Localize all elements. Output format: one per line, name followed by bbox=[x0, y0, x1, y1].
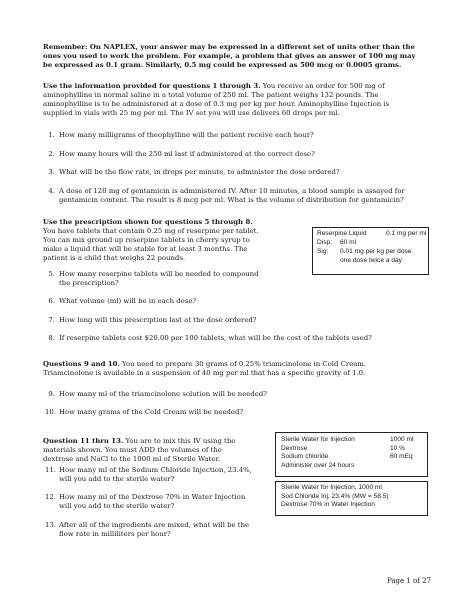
question-text: A dose of 120 mg of gentamicin is administered IV. After 10 minutes, a blood sample is assayed for bbox=[59, 187, 405, 195]
section2-intro-line: patient is a child that weighs 22 pounds. bbox=[43, 254, 186, 263]
iv-material-item: Sterile Water for Injection, 1000 ml bbox=[281, 484, 382, 491]
section1-intro-line: aminophylline is to be administered at a dose of 0.3 mg per kg per hour. Aminophylline Injection is bbox=[43, 100, 390, 109]
section2-intro bbox=[43, 218, 298, 263]
section3-intro bbox=[43, 360, 435, 378]
section3-intro-line: You need to prepare 30 grams of 0.25% triamcinolone in Cold Cream. bbox=[119, 360, 367, 368]
section1-heading: Use the information provided for questions 1 through 3. bbox=[43, 82, 261, 90]
remember-note bbox=[43, 43, 435, 70]
section4-intro bbox=[43, 437, 265, 464]
question-text: How many grams of the Cold Cream will be needed? bbox=[59, 408, 244, 416]
section3-intro-line: Triamcinolone is available in a suspension of 40 mg per ml that has a specific gravity of 1.0. bbox=[43, 369, 366, 378]
question-number: 8. bbox=[48, 334, 55, 342]
iv-materials-box bbox=[275, 481, 428, 516]
question-number: 7. bbox=[48, 316, 55, 324]
question-5 bbox=[45, 270, 435, 290]
rx-disp-label: Disp: bbox=[317, 239, 333, 246]
section1-intro-line: supplied in vials with 25 mg per ml. The IV set you will use delivers 60 drops per ml. bbox=[43, 109, 340, 118]
rx-strength: 0.1 mg per ml bbox=[386, 230, 427, 237]
prescription-box bbox=[312, 227, 429, 275]
iv-order-amount: 10 % bbox=[390, 444, 406, 452]
question-text: will you add to the sterile water? bbox=[59, 475, 175, 483]
section4-intro-line: You are to mix this IV using the bbox=[123, 437, 236, 445]
section4-intro-line: dextrose and NaCl to the 1000 ml of Sterile Water. bbox=[43, 455, 221, 464]
iv-order-amount: 60 mEq bbox=[390, 453, 413, 460]
rx-disp-value: 60 ml bbox=[340, 239, 357, 246]
iv-order-amount: 1000 ml bbox=[390, 436, 414, 443]
section2-intro-line: You can mix ground up reserpine tablets in cherry syrup to bbox=[43, 236, 250, 245]
question-text: the prescription? bbox=[59, 279, 119, 287]
question-text: How many ml of the triamcinolone solution will be needed? bbox=[59, 390, 267, 398]
question-number: 11. bbox=[45, 466, 56, 474]
section4-heading: Question 11 thru 13. bbox=[43, 437, 124, 445]
question-number: 1. bbox=[48, 131, 55, 139]
question-11 bbox=[45, 466, 270, 486]
rx-sig-label: Sig: bbox=[317, 248, 329, 255]
iv-order-item: Sterile Water for Injection bbox=[281, 436, 355, 443]
page-number: Page 1 of 27 bbox=[386, 577, 431, 585]
question-text: What will be the flow rate, in drops per minute, to administer the dose ordered? bbox=[59, 168, 340, 176]
question-text: flow rate in milliliters per hour? bbox=[59, 530, 171, 538]
section2-intro-line: You have tablets that contain 0.25 mg of reserpine per tablet. bbox=[43, 227, 259, 236]
question-number: 9. bbox=[48, 390, 55, 398]
iv-material-item: Sod Chloride Inj, 23.4% (MW = 58.5) bbox=[281, 492, 389, 500]
question-text: How many reserpine tablets will be needed to compound bbox=[59, 270, 259, 278]
rx-drug-name: Reserpine Liquid bbox=[317, 230, 367, 237]
question-number: 10. bbox=[45, 408, 56, 416]
question-4 bbox=[45, 187, 435, 207]
section3-heading: Questions 9 and 10. bbox=[43, 360, 120, 368]
question-text: How many hours will the 250 ml last if administered at the correct dose? bbox=[59, 150, 315, 158]
section2-intro-line: make a liquid that will be stable for at least 3 months. The bbox=[43, 245, 248, 254]
section1-intro-line: You receive an order for 500 mg of bbox=[260, 82, 385, 90]
question-number: 6. bbox=[48, 297, 55, 305]
question-number: 12. bbox=[45, 493, 56, 501]
remember-line: Remember: On NAPLEX, your answer may be expressed in a different set of units other than the bbox=[43, 43, 415, 51]
rx-sig-value: 0.01 mg per kg per dose bbox=[340, 248, 412, 255]
question-13 bbox=[45, 521, 270, 541]
section1-intro-line: aminophylline in normal saline in a total volume of 250 ml. The patient weighs 132 pounds. The bbox=[43, 91, 379, 100]
question-text: After all of the ingredients are mixed, what will be the bbox=[59, 521, 250, 529]
iv-order-item: Administer over 24 hours bbox=[281, 461, 355, 469]
iv-order-item: Sodium chloride bbox=[281, 453, 329, 460]
question-number: 3. bbox=[48, 168, 55, 176]
section1-intro bbox=[43, 82, 435, 118]
question-number: 4. bbox=[48, 187, 55, 195]
question-number: 5. bbox=[48, 270, 55, 278]
question-text: How many ml of the Dextrose 70% in Water Injection bbox=[59, 493, 246, 501]
remember-line: ones you used to work the problem. For example, a problem that gives an answer of 100 mg may bbox=[43, 52, 416, 61]
question-12 bbox=[45, 493, 270, 513]
iv-order-box bbox=[275, 432, 428, 477]
rx-sig-frequency: one dose twice a day bbox=[340, 257, 402, 264]
question-text: will you add to the sterile water? bbox=[59, 502, 175, 510]
remember-line: be expressed as 0.1 gram. Similarly, 0.5 mg could be expressed as 500 mcg or 0.0005 grams. bbox=[43, 61, 402, 70]
iv-material-item: Dextrose 70% in Water Injection bbox=[281, 501, 375, 508]
section2-heading: Use the prescription shown for questions 5 through 8. bbox=[43, 218, 253, 226]
question-text: How many ml of the Sodium Chloride Injection, 23.4%, bbox=[59, 466, 252, 474]
question-text: How many milligrams of theophylline will the patient receive each hour? bbox=[59, 131, 314, 139]
question-text: How long will this prescription last at the dose ordered? bbox=[59, 316, 257, 324]
question-number: 13. bbox=[45, 521, 56, 529]
iv-order-item: Dextrose bbox=[281, 444, 308, 452]
section4-intro-line: materials shown. You must ADD the volumes of the bbox=[43, 446, 222, 455]
question-text: If reserpine tablets cost $20.00 per 100 tablets, what will be the cost of the tablets used? bbox=[59, 334, 372, 342]
question-text: gentamicin content. The result is 8 mcg per ml. What is the volume of distribution for gentamicin? bbox=[59, 196, 404, 204]
question-text: What volume (ml) will be in each dose? bbox=[59, 297, 197, 305]
question-number: 2. bbox=[48, 150, 55, 158]
